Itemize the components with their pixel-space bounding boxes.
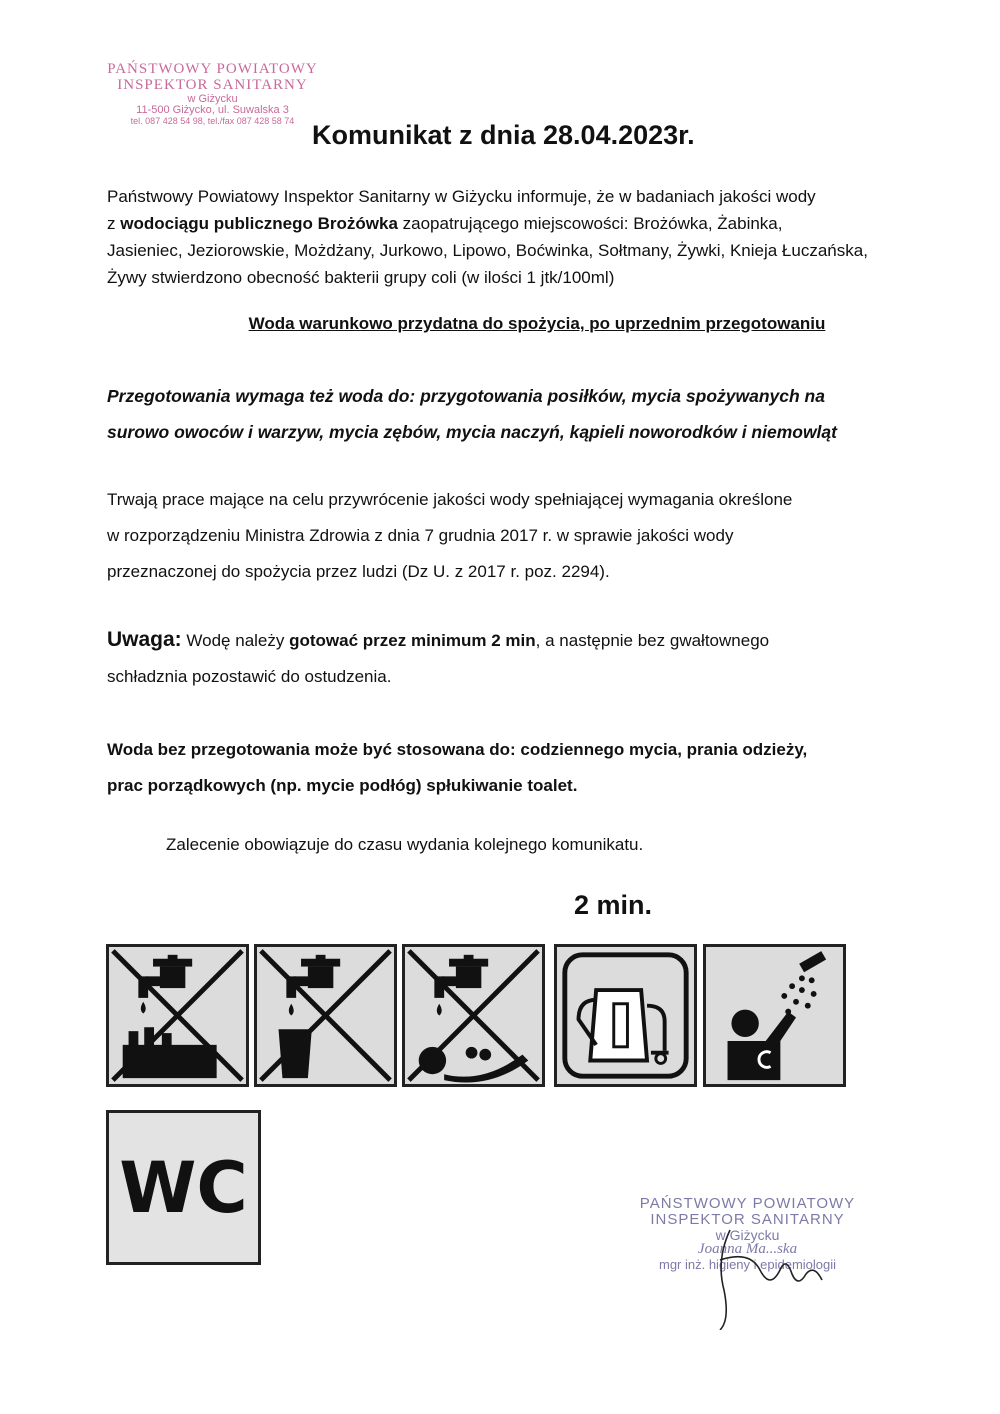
stamp-bottom-line-1: PAŃSTWOWY POWIATOWY (639, 1195, 856, 1212)
boil-time-label: 2 min. (574, 890, 653, 920)
works-line-1: Trwają prace mające na celu przywrócenie jakości wody spełniającej wymagania określone (107, 490, 793, 509)
warning-line-1 (107, 622, 967, 659)
page-title: Komunikat z dnia 28.04.2023r. (312, 120, 695, 150)
no-tap-water-drinking-icon (254, 944, 397, 1087)
intro-line-2-prefix: z (107, 214, 121, 233)
intro-line-2-suffix: zaopatrującego miejscowości: Brożówka, Żabinka, (397, 214, 783, 233)
kettle-boil-icon (554, 944, 697, 1087)
stamp-bottom-line-5: mgr inż. higieny i epidemiologii (658, 1256, 837, 1272)
warning-label: Uwaga: (107, 628, 182, 651)
works-paragraph (107, 482, 967, 590)
warning-paragraph (107, 622, 967, 695)
water-supply-name: wodociągu publicznego Brożówka (120, 214, 398, 233)
intro-line-4: Żywy stwierdzono obecność bakterii grupy coli (w ilości 1 jtk/100ml) (107, 268, 615, 287)
warning-line-2: schładznia pozostawić do ostudzenia. (107, 667, 392, 686)
no-tap-water-fruit-icon (402, 944, 545, 1087)
stamp-bottom-line-4: Joanna Ma...ska (697, 1241, 798, 1258)
stamp-line-5: tel. 087 428 54 98, tel./fax 087 428 58 74 (130, 115, 295, 126)
no-tap-water-cooking-icon (106, 944, 249, 1087)
stamp-bottom-line-2: INSPEKTOR SANITARNY (650, 1210, 845, 1228)
works-line-2: w rozporządzeniu Ministra Zdrowia z dnia 7 grudnia 2017 r. w sprawie jakości wody (107, 526, 734, 545)
handwritten-signature (690, 1220, 840, 1330)
boil-note-line-1: Przegotowania wymaga też woda do: przygotowania posiłków, mycia spożywanych na (107, 386, 825, 406)
wc-label: WC (119, 1146, 248, 1229)
stamp-line-4: 11-500 Giżycko, ul. Suwalska 3 (136, 104, 289, 117)
boil-note-line-2: surowo owoców i warzyw, mycia zębów, mycia naczyń, kąpieli noworodków i niemowląt (107, 422, 837, 442)
stamp-line-2: INSPEKTOR SANITARNY (117, 76, 308, 93)
validity-note: Zalecenie obowiązuje do czasu wydania kolejnego komunikatu. (166, 835, 644, 854)
intro-line-3: Jasieniec, Jeziorowskie, Możdżany, Jurkowo, Lipowo, Boćwinka, Sołtmany, Żywki, Knieja Łuczańska, (107, 241, 868, 260)
shower-icon (703, 944, 846, 1087)
boil-required-note (107, 378, 967, 450)
headline: Woda warunkowo przydatna do spożycia, po uprzednim przegotowaniu (248, 314, 826, 333)
stamp-bottom-line-3: w Giżycku (715, 1226, 780, 1243)
intro-paragraph (107, 183, 967, 291)
intro-line-2 (107, 210, 967, 237)
stamp-line-1: PAŃSTWOWY POWIATOWY (107, 61, 318, 77)
works-line-3: przeznaczonej do spożycia przez ludzi (Dz U. z 2017 r. poz. 2294). (107, 562, 610, 581)
stamp-line-3: w Giżycku (187, 92, 238, 105)
wc-icon (106, 1110, 261, 1265)
no-boil-paragraph (107, 732, 967, 804)
inspector-stamp-top (80, 62, 345, 126)
warning-text-post: , a następnie bez gwałtownego (535, 631, 770, 650)
intro-line-1: Państwowy Powiatowy Inspektor Sanitarny w Giżycku informuje, że w badaniach jakości wody (107, 187, 816, 206)
warning-text-pre: Wodę należy (181, 631, 290, 650)
no-boil-line-2: prac porządkowych (np. mycie podłóg) spłukiwanie toalet. (107, 776, 578, 795)
no-boil-line-1: Woda bez przegotowania może być stosowana do: codziennego mycia, prania odzieży, (107, 740, 808, 759)
warning-text-bold: gotować przez minimum 2 min (289, 631, 536, 650)
